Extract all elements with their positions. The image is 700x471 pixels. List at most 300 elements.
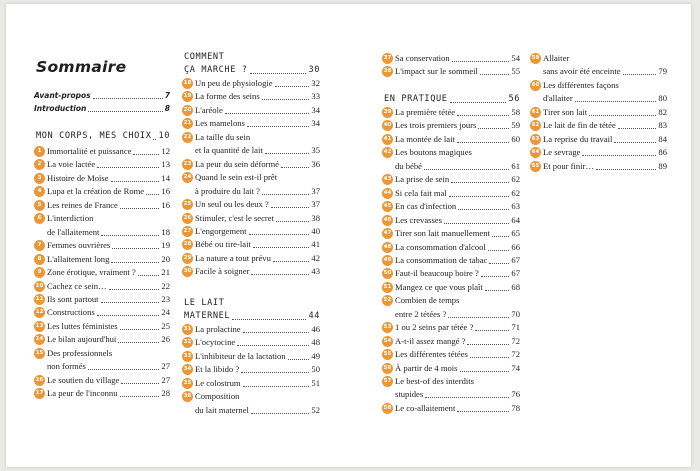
entry-title: L'impact sur le sommeil xyxy=(395,66,478,77)
toc-entry xyxy=(47,253,170,266)
entry-page: 55 xyxy=(511,66,520,77)
toc-entry xyxy=(395,402,520,415)
entry-page: 41 xyxy=(311,239,320,250)
entry-page: 64 xyxy=(511,214,520,225)
entry-title: du lait maternel xyxy=(195,404,249,415)
dot-leader xyxy=(111,180,160,182)
chapter-number-badge: 11 xyxy=(34,294,45,305)
entry-title: Quand le sein est-il prêt xyxy=(195,172,278,183)
chapter-number-badge: 64 xyxy=(530,147,541,158)
toc-entry xyxy=(195,171,320,184)
dot-leader xyxy=(88,368,160,370)
entry-title: Le colostrum xyxy=(195,377,241,388)
entry-title: Faut-il beaucoup boire ? xyxy=(395,268,479,279)
entry-page: 22 xyxy=(161,280,170,291)
dot-leader xyxy=(247,125,310,127)
toc-entry xyxy=(395,281,520,294)
intro-entry xyxy=(34,89,170,102)
dot-leader xyxy=(241,371,309,373)
dot-leader xyxy=(250,72,307,74)
entry-page: 61 xyxy=(511,160,520,171)
entry-title: et la quantité de lait xyxy=(195,145,263,156)
toc-entry xyxy=(47,212,170,225)
section-page: 44 xyxy=(308,311,320,321)
entry-title: Composition xyxy=(195,391,240,402)
dot-leader xyxy=(111,261,159,263)
toc-entry xyxy=(543,65,667,78)
toc-entry xyxy=(195,185,320,198)
dot-leader xyxy=(575,100,657,102)
dot-leader xyxy=(249,233,310,235)
toc-entry xyxy=(395,119,520,132)
chapter-number-badge: 43 xyxy=(382,174,393,185)
entry-title: La peur du sein déformé xyxy=(195,158,279,169)
entry-title: La forme des seins xyxy=(195,91,260,102)
dot-leader xyxy=(251,412,309,414)
toc-entry xyxy=(195,390,320,403)
entry-title: stupides xyxy=(395,389,424,400)
dot-leader xyxy=(237,344,309,346)
entry-page: 20 xyxy=(161,253,170,264)
entry-page: 27 xyxy=(161,374,170,385)
dot-leader xyxy=(225,112,310,114)
entry-title: Allaiter xyxy=(543,53,570,63)
chapter-number-badge: 60 xyxy=(530,80,541,91)
entry-title: En cas d'infection xyxy=(395,201,457,212)
dot-leader xyxy=(271,206,310,208)
entry-page: 37 xyxy=(311,199,320,210)
dot-leader xyxy=(118,341,159,343)
entry-page: 23 xyxy=(161,293,170,304)
entry-title: L'engorgement xyxy=(195,225,247,236)
entry-page: 36 xyxy=(311,158,320,169)
toc-entry xyxy=(47,145,170,158)
toc-entry xyxy=(395,335,520,348)
dot-leader xyxy=(450,101,507,103)
toc-entry xyxy=(395,200,520,213)
dot-leader xyxy=(275,85,310,87)
chapter-number-badge: 13 xyxy=(34,321,45,332)
dot-leader xyxy=(618,127,657,129)
toc-entry xyxy=(195,158,320,171)
chapter-number-badge: 62 xyxy=(530,120,541,131)
chapter-number-badge: 15 xyxy=(34,348,45,359)
dot-leader xyxy=(138,274,160,276)
toc-entry xyxy=(195,238,320,251)
section-page: 10 xyxy=(158,131,170,141)
entry-title: Les reines de France xyxy=(47,199,118,210)
entry-title: À partir de 4 mois xyxy=(395,362,458,373)
chapter-number-badge: 58 xyxy=(382,403,393,414)
chapter-number-badge: 10 xyxy=(34,281,45,292)
chapter-number-badge: 4 xyxy=(34,186,45,197)
dot-leader xyxy=(424,168,509,170)
chapter-number-badge: 2 xyxy=(34,159,45,170)
entry-page: 76 xyxy=(511,389,520,400)
toc-entry xyxy=(395,52,520,65)
book-page xyxy=(6,4,691,467)
toc-entry xyxy=(195,350,320,363)
dot-leader xyxy=(481,275,510,277)
entry-title: Tirer son lait xyxy=(543,106,588,117)
entry-page: 46 xyxy=(311,324,320,334)
toc-entry xyxy=(543,92,667,105)
entry-title: Lupa et la création de Rome xyxy=(47,186,145,197)
toc-entry xyxy=(195,198,320,211)
entry-title: Et pour finir… xyxy=(543,160,595,171)
section-title: MON CORPS, MES CHOIX xyxy=(36,131,152,141)
toc-entry xyxy=(395,65,520,78)
toc-entry xyxy=(47,172,170,185)
dot-leader xyxy=(457,141,510,143)
entry-title: Un seul ou les deux ? xyxy=(195,199,269,210)
toc-entry xyxy=(395,308,520,321)
toc-entry xyxy=(195,252,320,265)
dot-leader xyxy=(121,382,159,384)
toc-entry xyxy=(395,160,520,173)
entry-title: La voie lactée xyxy=(47,159,96,170)
chapter-number-badge: 61 xyxy=(530,107,541,118)
chapter-number-badge: 45 xyxy=(382,201,393,212)
entry-page: 66 xyxy=(511,241,520,252)
dot-leader xyxy=(478,127,509,129)
entry-title: Un peu de physiologie xyxy=(195,78,273,88)
entry-title: d'allaiter xyxy=(543,93,573,104)
entry-page: 14 xyxy=(161,172,170,183)
entry-title: Et la libido ? xyxy=(195,364,240,375)
toc-entry xyxy=(195,265,320,278)
toc-entry xyxy=(47,333,170,346)
chapter-number-badge: 48 xyxy=(382,242,393,253)
dot-leader xyxy=(449,195,510,197)
toc-entry xyxy=(47,226,170,239)
entry-page: 60 xyxy=(511,133,520,144)
dot-leader xyxy=(460,370,510,372)
chapter-number-badge: 14 xyxy=(34,334,45,345)
dot-leader xyxy=(97,166,159,168)
toc-entry xyxy=(47,306,170,319)
entry-title: La montée de lait xyxy=(395,133,455,144)
toc-entry xyxy=(195,144,320,157)
entry-page: 16 xyxy=(161,186,170,197)
entry-title: Les crevasses xyxy=(395,214,443,225)
entry-page: 72 xyxy=(511,349,520,360)
dot-leader xyxy=(146,193,159,195)
entry-title: à produire du lait ? xyxy=(195,185,260,196)
entry-title: A-t-il assez mangé ? xyxy=(395,335,466,346)
section-title: EN PRATIQUE xyxy=(384,94,448,104)
dot-leader xyxy=(273,260,310,262)
entry-title: Zone érotique, vraiment ? xyxy=(47,267,136,278)
entry-page: 62 xyxy=(511,174,520,185)
entry-title: Facile à soigner xyxy=(195,266,250,277)
chapter-number-badge: 9 xyxy=(34,267,45,278)
toc-entry xyxy=(395,146,520,159)
dot-leader xyxy=(97,314,160,316)
dot-leader xyxy=(448,316,509,318)
dot-leader xyxy=(262,193,309,195)
toc-entry xyxy=(47,293,170,306)
section-heading xyxy=(184,64,320,77)
entry-page: 38 xyxy=(311,212,320,223)
entry-page: 80 xyxy=(658,93,667,104)
entry-page: 21 xyxy=(161,267,170,278)
entry-page: 43 xyxy=(311,266,320,277)
toc-entry xyxy=(395,214,520,227)
chapter-number-badge: 63 xyxy=(530,134,541,145)
dot-leader xyxy=(589,114,656,116)
chapter-number-badge: 31 xyxy=(182,324,193,335)
chapter-number-badge: 52 xyxy=(382,295,393,306)
chapter-number-badge: 37 xyxy=(382,53,393,64)
chapter-number-badge: 5 xyxy=(34,200,45,211)
entry-page: 72 xyxy=(511,335,520,346)
entry-title: Mangez ce que vous plaît xyxy=(395,281,483,292)
entry-page: 54 xyxy=(511,53,520,63)
entry-page: 28 xyxy=(161,388,170,399)
chapter-number-badge: 41 xyxy=(382,134,393,145)
dot-leader xyxy=(614,141,656,143)
dot-leader xyxy=(288,358,310,360)
entry-title: Les différentes tétées xyxy=(395,349,468,360)
entry-page: 70 xyxy=(511,308,520,319)
entry-page: 65 xyxy=(511,228,520,239)
toc-entry xyxy=(395,388,520,401)
dot-leader xyxy=(492,235,509,237)
entry-page: 25 xyxy=(161,320,170,331)
dot-leader xyxy=(467,343,509,345)
dot-leader xyxy=(120,395,160,397)
chapter-number-badge: 7 xyxy=(34,240,45,251)
dot-leader xyxy=(425,396,509,398)
chapter-number-badge: 35 xyxy=(182,378,193,389)
entry-page: 26 xyxy=(161,334,170,345)
intro-page: 8 xyxy=(164,104,170,113)
chapter-number-badge: 1 xyxy=(34,146,45,157)
dot-leader xyxy=(582,154,656,156)
chapter-number-badge: 38 xyxy=(382,66,393,77)
toc-entry xyxy=(543,146,667,159)
toc-entry xyxy=(395,348,520,361)
toc-entry xyxy=(195,90,320,103)
chapter-number-badge: 16 xyxy=(34,375,45,386)
toc-entry xyxy=(195,377,320,390)
dot-leader xyxy=(451,181,509,183)
toc-entry xyxy=(47,387,170,400)
chapter-number-badge: 47 xyxy=(382,228,393,239)
entry-title: La première tétée xyxy=(395,107,456,117)
entry-title: Le sevrage xyxy=(543,147,581,158)
chapter-number-badge: 20 xyxy=(182,105,193,116)
dot-leader xyxy=(596,168,656,170)
chapter-number-badge: 40 xyxy=(382,120,393,131)
toc-entry xyxy=(195,117,320,130)
chapter-number-badge: 39 xyxy=(382,107,393,118)
entry-title: Des professionnels xyxy=(47,347,113,358)
intro-entry xyxy=(34,102,170,115)
entry-page: 34 xyxy=(311,104,320,115)
chapter-number-badge: 27 xyxy=(182,226,193,237)
entry-title: L'inhibiteur de la lactation xyxy=(195,350,286,361)
chapter-number-badge: 33 xyxy=(182,351,193,362)
dot-leader xyxy=(480,73,509,75)
chapter-number-badge: 44 xyxy=(382,188,393,199)
toc-entry xyxy=(195,363,320,376)
entry-page: 89 xyxy=(658,160,667,171)
entry-page: 74 xyxy=(511,362,520,373)
chapter-number-badge: 21 xyxy=(182,118,193,129)
dot-leader xyxy=(265,152,310,154)
toc-entry xyxy=(47,266,170,279)
entry-page: 42 xyxy=(311,252,320,263)
toc-entry xyxy=(395,375,520,388)
toc-entry xyxy=(395,187,520,200)
entry-page: 13 xyxy=(161,159,170,170)
toc-entry xyxy=(543,106,667,119)
dot-leader xyxy=(457,410,509,412)
entry-page: 19 xyxy=(161,240,170,251)
dot-leader xyxy=(120,207,160,209)
toc-entry xyxy=(543,79,667,92)
toc-entry xyxy=(195,323,320,336)
entry-title: non formés xyxy=(47,361,86,372)
intro-title: Avant-propos xyxy=(34,91,91,100)
dot-leader xyxy=(251,273,309,275)
dot-leader xyxy=(153,138,156,140)
chapter-number-badge: 50 xyxy=(382,268,393,279)
entry-page: 52 xyxy=(311,404,320,415)
dot-leader xyxy=(276,220,309,222)
section-heading xyxy=(184,310,320,323)
section-title: ÇA MARCHE ? xyxy=(184,65,248,75)
entry-title: Tirer son lait manuellement xyxy=(395,228,490,239)
dot-leader xyxy=(88,110,162,112)
chapter-number-badge: 28 xyxy=(182,239,193,250)
toc-entry xyxy=(543,160,667,173)
entry-title: sans avoir été enceinte xyxy=(543,66,621,77)
section-page: 30 xyxy=(308,65,320,75)
chapter-number-badge: 19 xyxy=(182,91,193,102)
entry-title: L'aréole xyxy=(195,104,223,115)
dot-leader xyxy=(281,166,309,168)
entry-page: 68 xyxy=(511,281,520,292)
dot-leader xyxy=(243,385,310,387)
entry-page: 83 xyxy=(658,120,667,131)
dot-leader xyxy=(101,301,160,303)
entry-page: 40 xyxy=(311,225,320,236)
dot-leader xyxy=(457,114,509,116)
dot-leader xyxy=(623,73,657,75)
entry-title: du bébé xyxy=(395,160,422,171)
toc-entry xyxy=(195,336,320,349)
dot-leader xyxy=(488,249,510,251)
chapter-number-badge: 34 xyxy=(182,364,193,375)
entry-title: Les trois premiers jours xyxy=(395,120,477,131)
chapter-number-badge: 22 xyxy=(182,132,193,143)
intro-title: Introduction xyxy=(34,104,87,113)
dot-leader xyxy=(262,98,310,100)
entry-page: 24 xyxy=(161,307,170,318)
chapter-number-badge: 3 xyxy=(34,173,45,184)
entry-page: 27 xyxy=(161,361,170,372)
chapter-number-badge: 59 xyxy=(530,53,541,64)
chapter-number-badge: 25 xyxy=(182,199,193,210)
entry-page: 33 xyxy=(311,91,320,102)
entry-title: Le bilan aujourd'hui xyxy=(47,334,117,345)
chapter-number-badge: 8 xyxy=(34,254,45,265)
toc-entry xyxy=(543,133,667,146)
toc-entry xyxy=(395,173,520,186)
toc-entry xyxy=(395,362,520,375)
chapter-number-badge: 30 xyxy=(182,266,193,277)
entry-title: Les mamelons xyxy=(195,118,245,129)
toc-entry xyxy=(47,239,170,252)
toc-entry xyxy=(47,374,170,387)
entry-title: Le best-of des interdits xyxy=(395,376,474,386)
section-title: MATERNEL xyxy=(184,311,231,321)
toc-entry xyxy=(47,158,170,171)
toc-entry xyxy=(543,52,667,65)
entry-title: L'allaitement long xyxy=(47,253,110,264)
toc-entry xyxy=(47,320,170,333)
chapter-number-badge: 65 xyxy=(530,161,541,172)
chapter-number-badge: 56 xyxy=(382,363,393,374)
dot-leader xyxy=(444,222,509,224)
entry-page: 18 xyxy=(161,226,170,237)
chapter-number-badge: 18 xyxy=(182,78,193,89)
chapter-number-badge: 42 xyxy=(382,147,393,158)
dot-leader xyxy=(120,328,160,330)
entry-page: 62 xyxy=(511,187,520,198)
entry-page: 34 xyxy=(311,118,320,129)
dot-leader xyxy=(101,234,159,236)
chapter-number-badge: 6 xyxy=(34,213,45,224)
entry-title: L'ocytocine xyxy=(195,337,236,348)
entry-title: Les luttes féministes xyxy=(47,320,118,331)
entry-title: L'interdiction xyxy=(47,213,94,224)
entry-title: de l'allaitement xyxy=(47,226,100,237)
entry-page: 16 xyxy=(161,199,170,210)
entry-page: 71 xyxy=(511,322,520,333)
entry-page: 86 xyxy=(658,147,667,158)
entry-page: 79 xyxy=(658,66,667,77)
entry-title: La consommation de tabac xyxy=(395,254,488,265)
section-title: COMMENT xyxy=(184,52,225,62)
entry-page: 63 xyxy=(511,201,520,212)
chapter-number-badge: 32 xyxy=(182,337,193,348)
entry-page: 67 xyxy=(511,268,520,279)
entry-title: Les boutons magiques xyxy=(395,147,472,158)
toc-entry xyxy=(395,241,520,254)
entry-title: Le co-allaitement xyxy=(395,402,456,413)
toc-entry xyxy=(395,267,520,280)
entry-title: Bébé ou tire-lait xyxy=(195,239,251,250)
entry-page: 12 xyxy=(161,146,170,156)
entry-page: 82 xyxy=(658,106,667,117)
section-heading xyxy=(184,297,320,310)
toc-entry xyxy=(47,360,170,373)
entry-page: 48 xyxy=(311,337,320,348)
entry-title: Combien de temps xyxy=(395,295,460,306)
chapter-number-badge: 54 xyxy=(382,336,393,347)
entry-title: Les différentes façons xyxy=(543,79,619,90)
toc-entry xyxy=(195,212,320,225)
entry-title: Sa conservation xyxy=(395,53,450,63)
section-heading xyxy=(384,93,520,106)
intro-page: 7 xyxy=(164,91,170,100)
entry-title: Femmes ouvrières xyxy=(47,240,111,251)
chapter-number-badge: 46 xyxy=(382,215,393,226)
